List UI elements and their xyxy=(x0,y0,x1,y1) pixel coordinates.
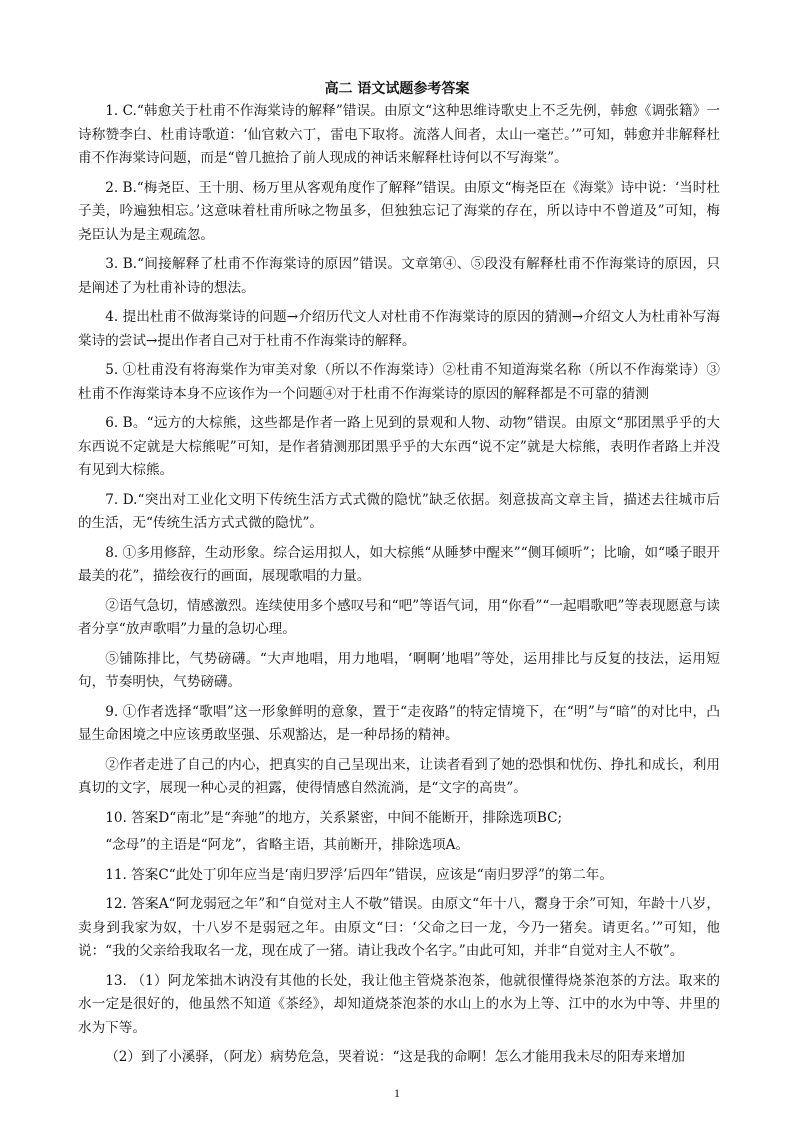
answer-10-continued: “念母”的主语是“阿龙”，省略主语，其前断开，排除选项A。 xyxy=(105,837,470,853)
answer-13-part-1: 13. （1）阿龙笨拙木讷没有其他的长处，我让他主管烧茶泡茶，他就很懂得烧茶泡茶的方法。取来的水一定是很好的，他虽然不知道《茶经》，却知道烧茶泡茶的水山上的水为上等、江中的水为中等、井里的水为下等。 xyxy=(78,972,720,1036)
answer-10: 10. 答案D“南北”是“奔驰”的地方，关系紧密，中间不能断开，排除选项BC; xyxy=(105,809,563,826)
answer-4: 4. 提出杜甫不做海棠诗的问题→介绍历代文人对杜甫不作海棠诗的原因的猜测→介绍文人为杜甫补写海棠诗的尝试→提出作者自己对于杜甫不作海棠诗的解释。 xyxy=(78,309,720,349)
answer-8-point-1: 8. ①多用修辞，生动形象。综合运用拟人，如大棕熊“从睡梦中醒来”“侧耳倾听”；比喻，如“嗓子眼开最美的花”，描绘夜行的画面，展现歌唱的力量。 xyxy=(78,544,720,584)
answer-7: 7. D.“突出对工业化文明下传统生活方式式微的隐忧”缺乏依据。刻意拔高文章主旨，描述去往城市后的生活，无“传统生活方式式微的隐忧”。 xyxy=(78,491,720,531)
page-number: 1 xyxy=(394,1086,400,1100)
answer-12: 12. 答案A“阿龙弱冠之年”和“自觉对主人不敬”错误。由原文“年十八，鬻身于余”可知，年龄十八岁，卖身到我家为奴，十八岁不是弱冠之年。由原文“曰：‘父命之曰一龙，今乃一猪矣。请更名。’”可知，他说：“我的父亲给我取名一龙，现在成了一猪。请让我改个名字。”由此可知，并非“自觉对主人不敬”。 xyxy=(78,896,720,959)
answer-9-point-1: 9. ①作者选择“歌唱”这一形象鲜明的意象，置于“走夜路”的特定情境下，在“明”与“暗”的对比中，凸显生命困境之中应该勇敢坚强、乐观豁达，是一种昂扬的精神。 xyxy=(78,703,720,743)
answer-8-point-2: ②语气急切，情感激烈。连续使用多个感叹号和“吧”等语气词，用“你看”“一起唱歌吧”等表现愿意与读者分享“放声歌唱”力量的急切心理。 xyxy=(78,597,720,637)
answer-5: 5. ①杜甫没有将海棠作为审美对象（所以不作海棠诗）②杜甫不知道海棠名称（所以不作海棠诗）③杜甫不作海棠诗本身不应该作为一个问题④对于杜甫不作海棠诗的原因的解释都是不可靠的猜测 xyxy=(78,362,720,402)
answer-9-point-2: ②作者走进了自己的内心，把真实的自己呈现出来，让读者看到了她的恐惧和忧伤、挣扎和成长，利用真切的文字，展现一种心灵的袒露，使得情感自然流淌，是“文字的高贵”。 xyxy=(78,756,720,796)
answer-1: 1. C.“韩愈关于杜甫不作海棠诗的解释”错误。由原文“这种思维诗歌史上不乏先例，韩愈《调张籍》一诗称赞李白、杜甫诗歌道：‘仙官敕六丁，雷电下取将。流落人间者，太山一毫芒。’”可知，韩愈并非解释杜甫不作海棠诗问题，而是“曾几摭拾了前人现成的神话来解释杜诗何以不写海棠”。 xyxy=(78,103,720,166)
answer-3: 3. B.“间接解释了杜甫不作海棠诗的原因”错误。文章第④、⑤段没有解释杜甫不作海棠诗的原因，只是阐述了为杜甫补诗的想法。 xyxy=(78,256,720,296)
document-title: 高二 语文试题参考答案 xyxy=(324,81,470,97)
answer-8-point-3: ⑤铺陈排比，气势磅礴。“大声地唱，用力地唱，‘啊啊’地唱”等处，运用排比与反复的技法，运用短句，节奏明快，气势磅礴。 xyxy=(78,650,720,690)
answer-2: 2. B.“梅尧臣、王十朋、杨万里从客观角度作了解释”错误。由原文“梅尧臣在《海棠》诗中说：‘当时杜子美，吟遍独相忘。’这意味着杜甫所咏之物虽多，但独独忘记了海棠的存在，所以诗中不曾道及”可知，梅尧臣认为是主观疏忽。 xyxy=(78,179,720,243)
answer-6: 6. B。“远方的大棕熊，这些都是作者一路上见到的景观和人物、动物”错误。由原文“那团黑乎乎的大东西说不定就是大棕熊呢”可知，是作者猜测那团黑乎乎的大东西“说不定”就是大棕熊，表明作者路上并没有见到大棕熊。 xyxy=(78,415,720,478)
answer-11: 11. 答案C“此处丁卯年应当是‘南归罗浮’后四年”错误，应该是“南归罗浮”的第二年。 xyxy=(105,866,613,883)
document-body xyxy=(78,100,720,1076)
answer-13-part-2: （2）到了小溪驿，（阿龙）病势危急，哭着说：“这是我的命啊！怎么才能用我未尽的阳寿来增加 xyxy=(105,1049,685,1065)
